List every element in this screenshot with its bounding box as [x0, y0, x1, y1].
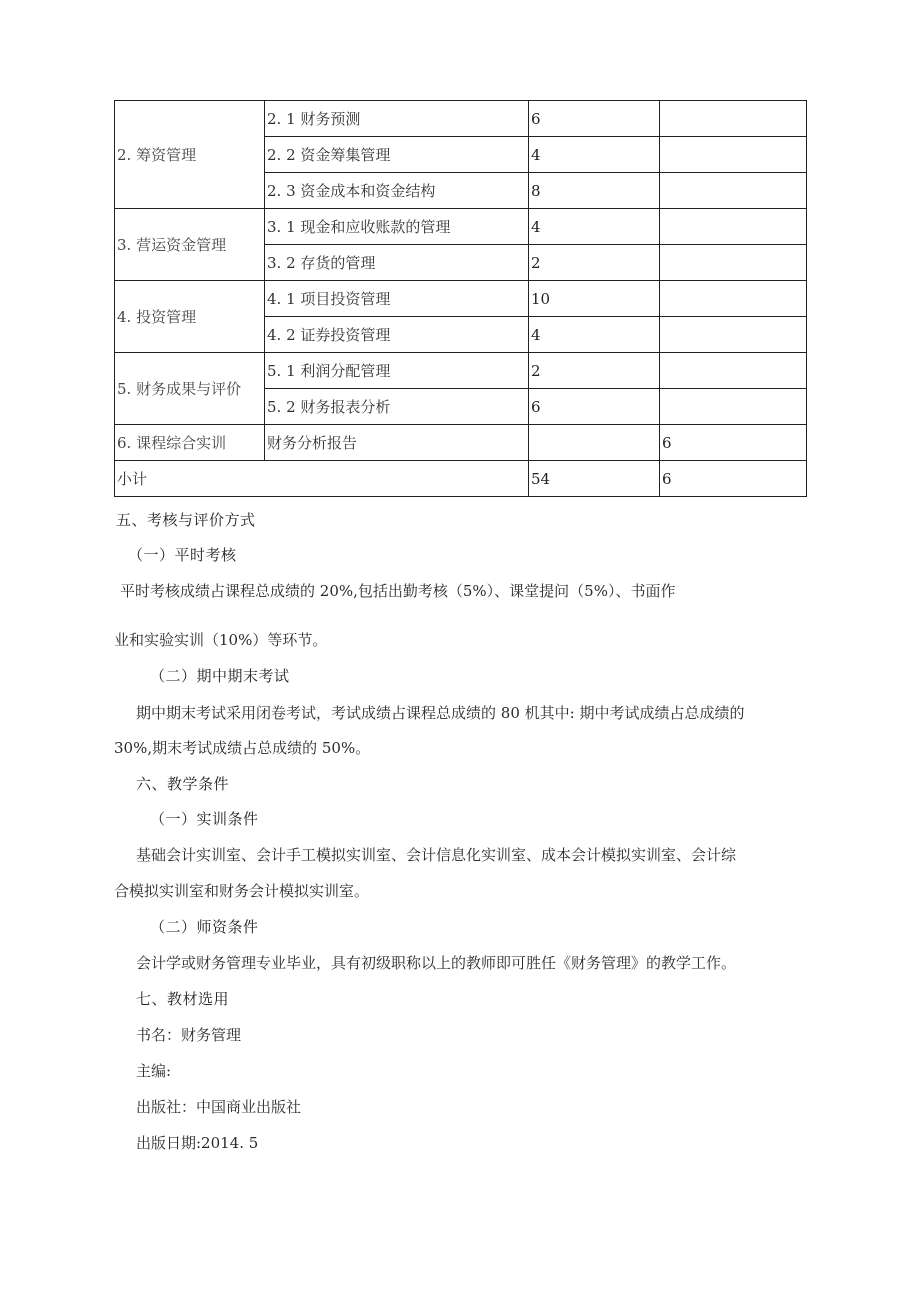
faculty-conditions-heading: （二）师资条件 [150, 918, 259, 936]
theory-hours-cell: 2 [529, 353, 660, 389]
practice-hours-cell [660, 317, 807, 353]
textbook-name: 书名：财务管理 [136, 1026, 242, 1044]
theory-hours-cell: 6 [529, 389, 660, 425]
theory-hours-cell [529, 425, 660, 461]
topic-cell: 2. 1 财务预测 [265, 101, 529, 137]
module-cell: 6. 课程综合实训 [115, 425, 265, 461]
practice-hours-cell [660, 245, 807, 281]
regular-assessment-paragraph-line-2: 业和实验实训（10%）等环节。 [114, 631, 328, 649]
regular-assessment-paragraph-line-1: 平时考核成绩占课程总成绩的 20%,包括出勤考核（5%）、课堂提问（5%）、书面作 [120, 582, 676, 600]
subtotal-row [115, 461, 807, 497]
table-row [115, 101, 807, 137]
topic-cell: 3. 2 存货的管理 [265, 245, 529, 281]
textbook-publish-date: 出版日期:2014. 5 [136, 1134, 259, 1152]
subtotal-label: 小计 [115, 461, 529, 497]
topic-cell: 4. 2 证券投资管理 [265, 317, 529, 353]
module-cell: 2. 筹资管理 [115, 101, 265, 209]
training-paragraph-line-2: 合模拟实训室和财务会计模拟实训室。 [114, 882, 370, 900]
theory-hours-cell: 4 [529, 317, 660, 353]
module-cell: 3. 营运资金管理 [115, 209, 265, 281]
practice-hours-cell [660, 281, 807, 317]
table-row [115, 209, 807, 245]
practice-hours-cell [660, 101, 807, 137]
topic-cell: 5. 1 利润分配管理 [265, 353, 529, 389]
module-cell: 4. 投资管理 [115, 281, 265, 353]
faculty-paragraph: 会计学或财务管理专业毕业，具有初级职称以上的教师即可胜任《财务管理》的教学工作。 [136, 954, 737, 972]
theory-hours-cell: 4 [529, 137, 660, 173]
table-row [115, 281, 807, 317]
textbook-publisher: 出版社：中国商业出版社 [136, 1098, 302, 1116]
theory-hours-cell: 2 [529, 245, 660, 281]
subtotal-practice-hours: 6 [660, 461, 807, 497]
theory-hours-cell: 10 [529, 281, 660, 317]
topic-cell: 财务分析报告 [265, 425, 529, 461]
course-hours-table [114, 100, 807, 497]
practice-hours-cell [660, 353, 807, 389]
training-paragraph-line-1: 基础会计实训室、会计手工模拟实训室、会计信息化实训室、成本会计模拟实训室、会计综 [136, 846, 737, 864]
table-row [115, 425, 807, 461]
textbook-heading: 七、教材选用 [136, 990, 230, 1008]
theory-hours-cell: 6 [529, 101, 660, 137]
topic-cell: 3. 1 现金和应收账款的管理 [265, 209, 529, 245]
regular-assessment-heading: （一）平时考核 [128, 546, 237, 564]
theory-hours-cell: 8 [529, 173, 660, 209]
exam-paragraph-line-2: 30%,期末考试成绩占总成绩的 50%。 [114, 739, 371, 757]
teaching-conditions-heading: 六、教学条件 [136, 775, 230, 793]
course-hours-table-body [115, 101, 807, 497]
theory-hours-cell: 4 [529, 209, 660, 245]
topic-cell: 2. 2 资金筹集管理 [265, 137, 529, 173]
practice-hours-cell [660, 209, 807, 245]
topic-cell: 4. 1 项目投资管理 [265, 281, 529, 317]
practice-hours-cell [660, 173, 807, 209]
training-conditions-heading: （一）实训条件 [150, 810, 259, 828]
exam-paragraph-line-1: 期中期末考试采用闭卷考试，考试成绩占课程总成绩的 80 机其中: 期中考试成绩占总成绩的 [136, 704, 745, 722]
table-row [115, 353, 807, 389]
exam-heading: （二）期中期末考试 [150, 667, 290, 685]
practice-hours-cell [660, 389, 807, 425]
topic-cell: 2. 3 资金成本和资金结构 [265, 173, 529, 209]
subtotal-theory-hours: 54 [529, 461, 660, 497]
assessment-heading: 五、考核与评价方式 [116, 511, 256, 529]
practice-hours-cell: 6 [660, 425, 807, 461]
textbook-editor: 主编: [136, 1062, 172, 1080]
practice-hours-cell [660, 137, 807, 173]
topic-cell: 5. 2 财务报表分析 [265, 389, 529, 425]
module-cell: 5. 财务成果与评价 [115, 353, 265, 425]
